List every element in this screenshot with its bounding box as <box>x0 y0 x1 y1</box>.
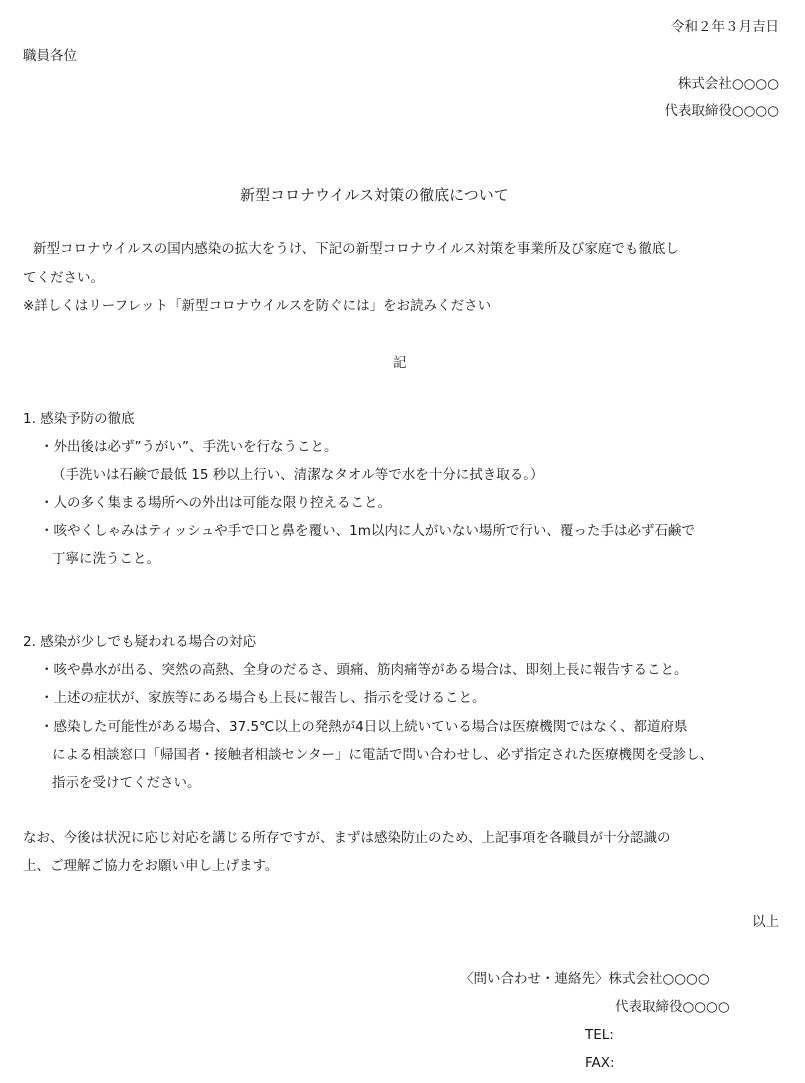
document-date: 令和２年３月吉日 <box>671 19 779 35</box>
section-1-bullet-3-line-2: 丁寧に洗うこと。 <box>52 551 160 567</box>
section-1-bullet-1: ・外出後は必ず”うがい”、手洗いを行なうこと。 <box>40 439 338 455</box>
sender-company: 株式会社○○○○ <box>677 76 779 92</box>
contact-representative: 代表取締役○○○○ <box>615 999 730 1015</box>
section-2-bullet-1: ・咳や鼻水が出る、突然の高熱、全身のだるさ、頭痛、筋肉痛等がある場合は、即刻上長に報告すること。 <box>40 662 688 678</box>
closing-line-1: なお、今後は状況に応じ対応を講じる所存ですが、まずは感染防止のため、上記事項を各職員が十分認識の <box>23 830 671 846</box>
contact-tel: TEL: <box>585 1027 614 1043</box>
section-1-bullet-3-line-1: ・咳やくしゃみはティッシュや手で口と鼻を覆い、1m以内に人がいない場所で行い、覆った手は必ず石鹸で <box>40 523 695 539</box>
intro-line-1: 新型コロナウイルスの国内感染の拡大をうけ、下記の新型コロナウイルス対策を事業所及び家庭でも徹底し <box>33 241 679 257</box>
contact-fax: FAX: <box>585 1055 615 1071</box>
section-2-heading: 2. 感染が少しでも疑われる場合の対応 <box>23 634 257 650</box>
intro-note: ※詳しくはリーフレット「新型コロナウイルスを防ぐには」をお読みください <box>23 298 492 314</box>
section-1-bullet-2: ・人の多く集まる場所への外出は可能な限り控えること。 <box>40 495 391 511</box>
document-title: 新型コロナウイルス対策の徹底について <box>240 186 509 204</box>
ijo-closing: 以上 <box>752 914 779 930</box>
recipient: 職員各位 <box>23 48 77 64</box>
contact-company: 〈問い合わせ・連絡先〉株式会社○○○○ <box>460 971 710 987</box>
sender-representative: 代表取締役○○○○ <box>664 103 779 119</box>
intro-line-2: てください。 <box>23 270 104 286</box>
section-2-bullet-3-line-2: による相談窓口「帰国者・接触者相談センター」に電話で問い合わせし、必ず指定された医療機関を受診し、 <box>52 747 713 763</box>
section-1-heading: 1. 感染予防の徹底 <box>23 411 135 427</box>
section-2-bullet-2: ・上述の症状が、家族等にある場合も上長に報告し、指示を受けること。 <box>40 690 486 706</box>
closing-line-2: 上、ご理解ご協力をお願い申し上げます。 <box>23 858 279 874</box>
section-1-bullet-1-sub: （手洗いは石鹸で最低 15 秒以上行い、清潔なタオル等で水を十分に拭き取る。） <box>52 467 544 483</box>
section-2-bullet-3-line-3: 指示を受けてください。 <box>52 775 201 791</box>
section-2-bullet-3-line-1: ・感染した可能性がある場合、37.5℃以上の発熱が4日以上続いている場合は医療機関ではなく、都道府県 <box>40 719 688 735</box>
ki-heading: 記 <box>393 355 407 371</box>
